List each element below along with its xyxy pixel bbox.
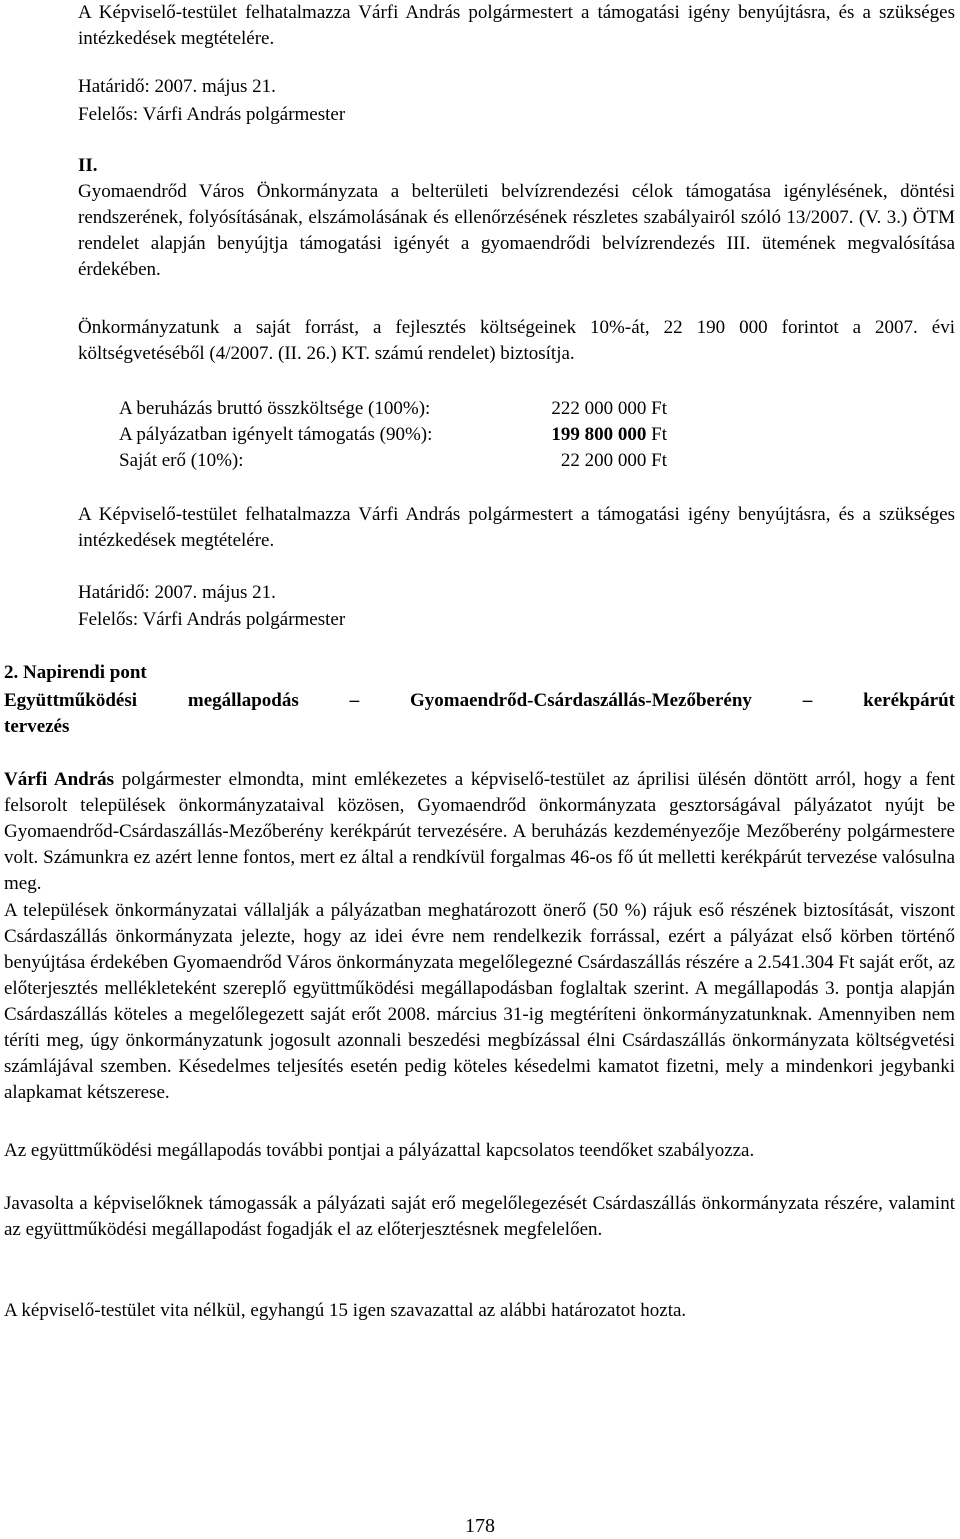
budget-label: Saját erő (10%): bbox=[119, 450, 244, 471]
budget-table bbox=[119, 396, 667, 474]
agenda-title-word: Együttműködési bbox=[4, 690, 138, 711]
paragraph-text: polgármester elmondta, mint emlékezetes a képviselő-testület az áprilisi ülésén döntött arról, hogy a fent felsorolt települések önkormányzataival közösen, Gyomaendrőd önkormányzata gesztorságával pályázatot nyújt be Gyomaendrőd-Csárdaszállás-Mezőberény kerékpárút tervezésére. A beruházás kezdeményezője Mezőberény polgármestere volt. Számunkra ez azért lenne fontos, mert ez által a rendkívül forgalmas 46-os fő út melletti kerékpárút tervezése valósulna meg. bbox=[4, 769, 955, 894]
agenda-paragraph-1 bbox=[4, 767, 955, 897]
section-heading-ii: II. bbox=[78, 155, 98, 176]
budget-row bbox=[119, 422, 667, 448]
agenda-title-dash: – bbox=[349, 690, 360, 711]
agenda-title-line-1 bbox=[4, 688, 955, 714]
agenda-title bbox=[4, 688, 955, 740]
budget-label: A pályázatban igényelt támogatás (90%): bbox=[119, 424, 433, 445]
agenda-title-word: Gyomaendrőd-Csárdaszállás-Mezőberény bbox=[409, 690, 752, 711]
budget-row bbox=[119, 396, 667, 422]
authorization-paragraph-1: A Képviselő-testület felhatalmazza Várfi András polgármestert a támogatási igény benyújtásra, és a szükséges intézkedések megtételére. bbox=[78, 2, 955, 49]
agenda-title-word: kerékpárút bbox=[863, 690, 955, 711]
budget-value: 22 200 000 Ft bbox=[560, 450, 667, 471]
deadline-2: Határidő: 2007. május 21. bbox=[78, 582, 276, 603]
deadline-1: Határidő: 2007. május 21. bbox=[78, 76, 276, 97]
agenda-paragraph-2: A települések önkormányzatai vállalják a pályázatban meghatározott önerő (50 %) rájuk eső részének biztosítását, viszont Csárdaszállás önkormányzata jelezte, hogy az idei évre nem rendelkezik forrással, ezért a pályázat első körben történő benyújtása érdekében Gyomaendrőd Város önkormányzata megelőlegezné Csárdaszállás részére a 2.541.304 Ft saját erőt, az előterjesztés mellékleteként szereplő együttműködési megállapodásban foglaltak szerint. A megállapodás 3. pontja alapján Csárdaszállás köteles a megelőlegezett saját erőt 2008. március 31-ig megtéríteni önkormányzatunknak. Amennyiben nem téríti meg, úgy önkormányzatunk jogosult azonnali beszedési megbízással élni Csárdaszállás önkormányzata költségvetési számlájával szemben. Késedelmes teljesítés esetén pedig köteles késedelmi kamatot fizetni, mely a mindenkori jegybanki alapkamat kétszerese. bbox=[4, 900, 955, 1103]
responsible-2: Felelős: Várfi András polgármester bbox=[78, 609, 346, 630]
budget-value-requested: 199 800 000 Ft bbox=[551, 424, 667, 445]
agenda-title-dash: – bbox=[802, 690, 813, 711]
agenda-number: 2. Napirendi pont bbox=[4, 662, 147, 683]
authorization-paragraph-2: A Képviselő-testület felhatalmazza Várfi András polgármestert a támogatási igény benyújtásra, és a szükséges intézkedések megtételére. bbox=[78, 504, 955, 551]
agenda-paragraph-3: Az együttműködési megállapodás további pontjai a pályázattal kapcsolatos teendőket szabályozza. bbox=[4, 1140, 755, 1161]
own-funds-paragraph: Önkormányzatunk a saját forrást, a fejlesztés költségeinek 10%-át, 22 190 000 forintot a 2007. évi költségvetéséből (4/2007. (II. 26.) KT. számú rendelet) biztosítja. bbox=[78, 317, 955, 364]
budget-row bbox=[119, 448, 667, 474]
budget-value: 222 000 000 Ft bbox=[551, 398, 667, 419]
agenda-paragraph-5: A képviselő-testület vita nélkül, egyhangú 15 igen szavazattal az alábbi határozatot hozta. bbox=[4, 1300, 687, 1321]
agenda-title-line-2: tervezés bbox=[4, 716, 70, 737]
page-number: 178 bbox=[465, 1515, 495, 1537]
section-ii-intro: Gyomaendrőd Város Önkormányzata a belterületi belvízrendezési célok támogatása igénylésének, döntési rendszerének, folyósításának, elszámolásának és ellenőrzésének részletes szabályairól szóló 13/2007. (V. 3.) ÖTM rendelet alapján benyújtja támogatási igényét a gyomaendrődi belvízrendezés III. ütemének megvalósítása érdekében. bbox=[78, 181, 955, 280]
speaker-name: Várfi András bbox=[4, 769, 115, 790]
agenda-title-word: megállapodás bbox=[187, 690, 299, 711]
budget-label: A beruházás bruttó összköltsége (100%): bbox=[119, 398, 431, 419]
responsible-1: Felelős: Várfi András polgármester bbox=[78, 104, 346, 125]
requested-amount: 199 800 000 bbox=[551, 424, 647, 445]
agenda-paragraph-4: Javasolta a képviselőknek támogassák a pályázati saját erő megelőlegezését Csárdaszállás önkormányzata részére, valamint az együttműködési megállapodást fogadják el az előterjesztésnek megfelelően. bbox=[4, 1193, 955, 1240]
